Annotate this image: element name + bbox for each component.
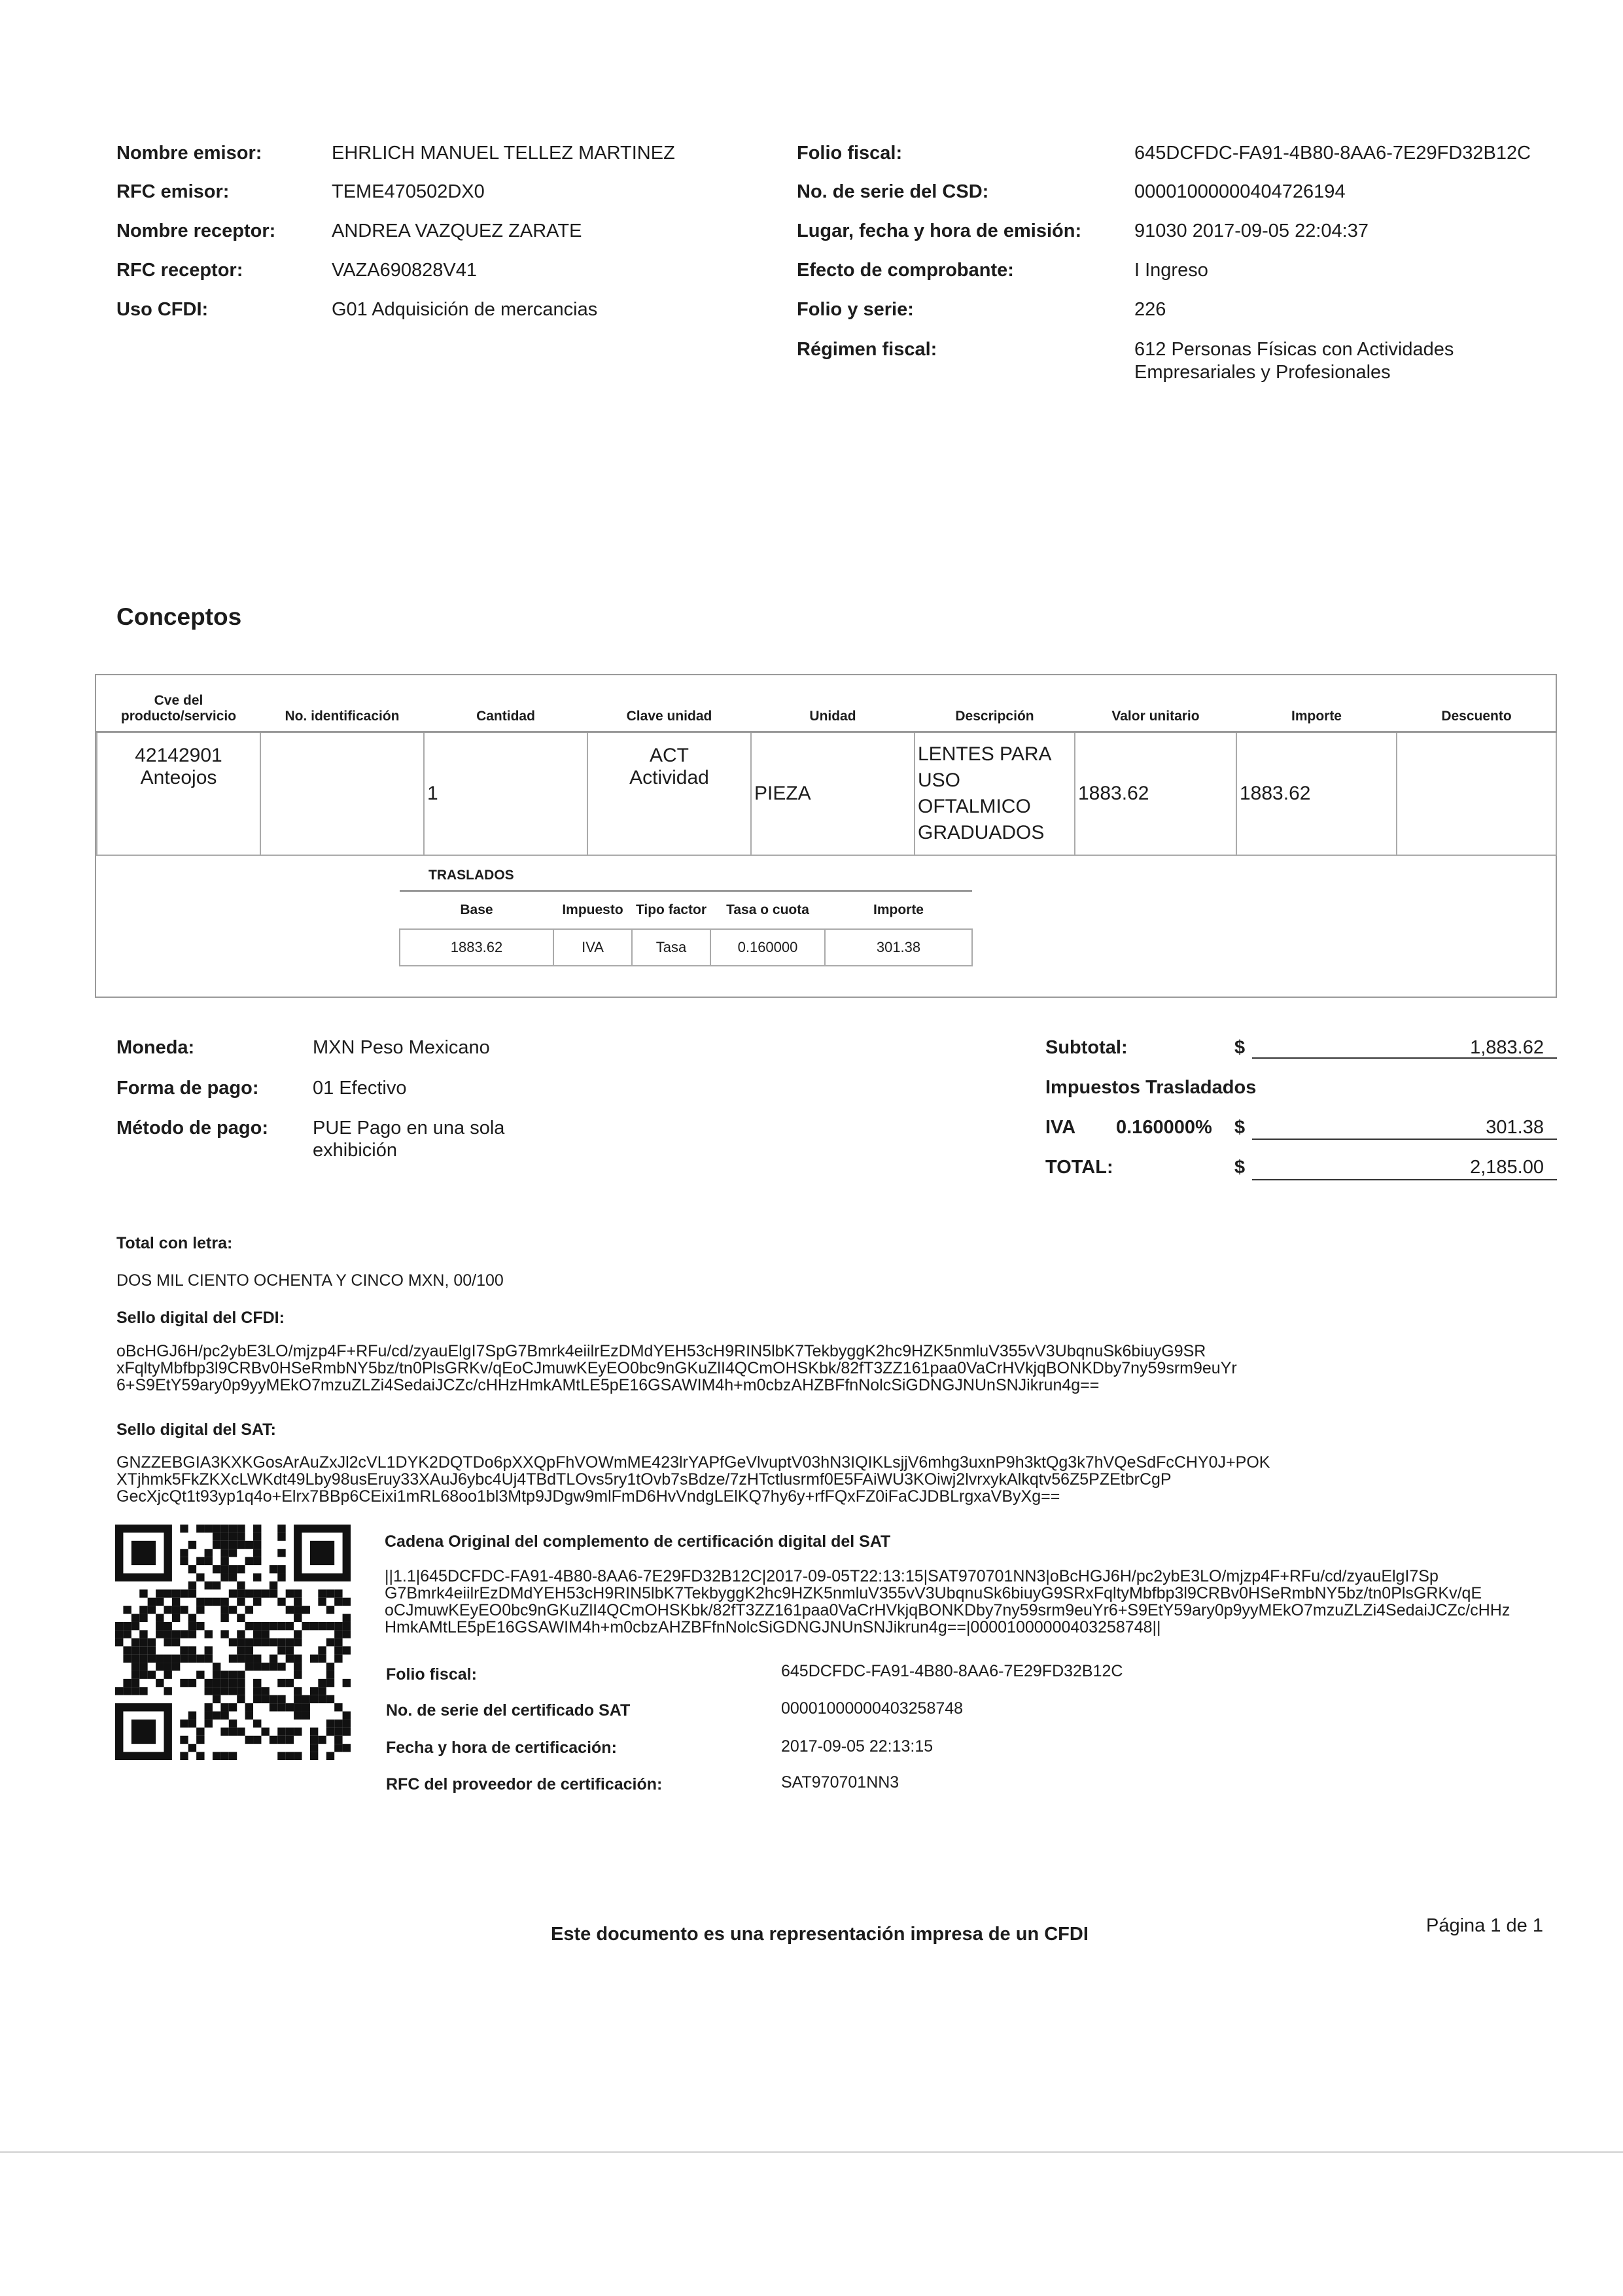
cell-impuesto: IVA [553, 929, 632, 966]
cell-clave-unidad-code: ACT [650, 745, 689, 766]
cell-tasa-cuota: 0.160000 [710, 929, 825, 966]
value-folio-fiscal: 645DCFDC-FA91-4B80-8AA6-7E29FD32B12C [1134, 143, 1531, 164]
col-tasa-cuota: Tasa o cuota [726, 902, 809, 917]
cell-base: 1883.62 [400, 929, 553, 966]
cell-descripcion-line: OFTALMICO [918, 796, 1031, 817]
label-cert-serie: No. de serie del certificado SAT [386, 1701, 631, 1720]
value-total: 2,185.00 [1470, 1157, 1544, 1178]
label-rfc-receptor: RFC receptor: [116, 260, 243, 281]
label-metodo-pago: Método de pago: [116, 1118, 268, 1139]
cell-clave-unidad-desc: Actividad [629, 767, 709, 788]
label-iva: IVA [1045, 1117, 1076, 1138]
sello-cfdi-line: 6+S9EtY59ary0p9yyMEkO7mzuZLZi4SedaiJCZc/cHHzHmkAMtLE5pE16GSAWIM4h+m0cbzAHZBFfnNolcSiGDNGJNUnSNJikrun4g== [116, 1376, 1100, 1394]
value-iva-rate: 0.160000% [1116, 1117, 1212, 1138]
footer-note: Este documento es una representación impresa de un CFDI [551, 1924, 1089, 1945]
sello-cfdi-line: oBcHGJ6H/pc2ybE3LO/mjzp4F+RFu/cd/zyauElgI7SpG7Bmrk4eiilrEzDMdYEH53cH9RIN5lbK7TekbyggK2hc9HZK5nmluV355vV3UbqnuSk6biuyG9SR [116, 1342, 1206, 1360]
traslados-title: TRASLADOS [428, 868, 514, 883]
label-cert-folio-fiscal: Folio fiscal: [386, 1665, 477, 1684]
iva-underline [1252, 1139, 1557, 1140]
cell-clave-unidad [587, 732, 751, 856]
total-underline [1252, 1179, 1557, 1180]
cell-importe: 1883.62 [1236, 732, 1397, 856]
value-lugar-fecha: 91030 2017-09-05 22:04:37 [1134, 221, 1369, 241]
conceptos-title: Conceptos [116, 603, 242, 630]
value-cert-folio-fiscal: 645DCFDC-FA91-4B80-8AA6-7E29FD32B12C [781, 1662, 1123, 1680]
currency-symbol: $ [1234, 1157, 1246, 1178]
value-nombre-receptor: ANDREA VAZQUEZ ZARATE [332, 221, 582, 241]
cell-valor-unitario: 1883.62 [1075, 732, 1236, 856]
value-rfc-receptor: VAZA690828V41 [332, 260, 477, 281]
cell-descripcion [915, 732, 1075, 856]
value-subtotal: 1,883.62 [1470, 1037, 1544, 1058]
cadena-line: oCJmuwKEyEO0bc9nGKuZlI4QCmOHSKbk/82fT3ZZ161paa0VaCrHVkjqBONKDby7ny59srm9euYr6+S9EtY59ary0p9yyMEkO7mzuZLZi4SedaiJCZc/cHHz [385, 1601, 1510, 1619]
cell-unidad: PIEZA [751, 732, 915, 856]
cadena-line: HmkAMtLE5pE16GSAWIM4h+m0cbzAHZBFfnNolcSiGDNGJNUnSNJikrun4g==|00001000000403258748|| [385, 1618, 1161, 1636]
cell-descripcion-line: USO [918, 769, 961, 791]
label-moneda: Moneda: [116, 1037, 195, 1058]
value-moneda: MXN Peso Mexicano [313, 1037, 490, 1058]
traslados-table [399, 890, 973, 966]
value-cert-rfc: SAT970701NN3 [781, 1773, 899, 1792]
value-uso-cfdi: G01 Adquisición de mercancias [332, 299, 598, 320]
value-cert-serie: 00001000000403258748 [781, 1699, 964, 1718]
col-impuesto: Impuesto [562, 902, 623, 917]
value-forma-pago: 01 Efectivo [313, 1078, 407, 1099]
col-tipo-factor: Tipo factor [635, 902, 707, 917]
col-descuento: Descuento [1397, 675, 1556, 732]
col-cantidad: Cantidad [424, 675, 587, 732]
label-subtotal: Subtotal: [1045, 1037, 1128, 1058]
cell-no-ident [260, 732, 424, 856]
value-total-letra: DOS MIL CIENTO OCHENTA Y CINCO MXN, 00/100 [116, 1271, 504, 1290]
label-efecto-comprobante: Efecto de comprobante: [797, 260, 1014, 281]
value-nombre-emisor: EHRLICH MANUEL TELLEZ MARTINEZ [332, 143, 675, 164]
cadena-line: G7Bmrk4eiilrEzDMdYEH53cH9RIN5lbK7TekbyggK2hc9HZK5nmluV355vV3UbqnuSk6biuyG9SRxFqltyMbfbp3l9CRBv0HSeRmbNY5bz/tn0PlsGRKv/qE [385, 1584, 1482, 1602]
cadena-title: Cadena Original del complemento de certificación digital del SAT [385, 1532, 891, 1551]
value-regimen-fiscal: 612 Personas Físicas con Actividades [1134, 339, 1454, 360]
cell-tipo-factor: Tasa [632, 929, 710, 966]
value-cert-fecha: 2017-09-05 22:13:15 [781, 1737, 934, 1756]
table-row [97, 732, 1556, 856]
label-sello-cfdi: Sello digital del CFDI: [116, 1309, 285, 1327]
col-base: Base [460, 902, 493, 917]
col-descripcion: Descripción [915, 675, 1075, 732]
label-serie-csd: No. de serie del CSD: [797, 181, 989, 202]
page-number: Página 1 de 1 [1426, 1915, 1543, 1936]
value-metodo-pago-line2: exhibición [313, 1140, 397, 1161]
col-valor-unitario: Valor unitario [1075, 675, 1236, 732]
col-unidad: Unidad [751, 675, 915, 732]
label-forma-pago: Forma de pago: [116, 1078, 259, 1099]
col-importe-traslado: Importe [873, 902, 924, 917]
cell-importe-traslado: 301.38 [825, 929, 972, 966]
label-folio-fiscal: Folio fiscal: [797, 143, 903, 164]
col-no-identificacion: No. identificación [260, 675, 424, 732]
qr-code-icon [115, 1525, 351, 1760]
cell-cve-desc: Anteojos [140, 767, 217, 788]
label-rfc-emisor: RFC emisor: [116, 181, 230, 202]
label-nombre-receptor: Nombre receptor: [116, 221, 276, 241]
label-total: TOTAL: [1045, 1157, 1113, 1178]
value-folio-serie: 226 [1134, 299, 1166, 320]
col-clave-unidad: Clave unidad [587, 675, 751, 732]
value-iva: 301.38 [1486, 1117, 1544, 1138]
label-nombre-emisor: Nombre emisor: [116, 143, 262, 164]
value-efecto-comprobante: I Ingreso [1134, 260, 1208, 281]
cell-descripcion-line: GRADUADOS [918, 822, 1045, 843]
sello-sat-line: XTjhmk5FkZKXcLWKdt49Lby98usEruy33XAuJ6ybc4Uj4TBdTLOvs5ry1tOvb7sBdze/7zHTctlusrmf0E5FAiWU3KOiwj2lvrxykAlkqtv56Z5PZEtbrCgP [116, 1470, 1172, 1489]
cell-descuento [1397, 732, 1556, 856]
value-rfc-emisor: TEME470502DX0 [332, 181, 485, 202]
sello-cfdi-line: xFqltyMbfbp3l9CRBv0HSeRmbNY5bz/tn0PlsGRKv/qEoCJmuwKEyEO0bc9nGKuZlI4QCmOHSKbk/82fT3ZZ161paa0VaCrHVkjqBONKDby7ny59srm9euYr [116, 1359, 1237, 1377]
cell-cantidad: 1 [424, 732, 587, 856]
label-uso-cfdi: Uso CFDI: [116, 299, 209, 320]
conceptos-table [96, 675, 1557, 856]
label-lugar-fecha: Lugar, fecha y hora de emisión: [797, 221, 1082, 241]
scan-edge-line [0, 2151, 1623, 2153]
value-serie-csd: 00001000000404726194 [1134, 181, 1346, 202]
currency-symbol: $ [1234, 1037, 1246, 1058]
label-total-letra: Total con letra: [116, 1234, 233, 1252]
value-metodo-pago: PUE Pago en una sola [313, 1118, 505, 1139]
conceptos-header-row [97, 675, 1556, 732]
label-sello-sat: Sello digital del SAT: [116, 1421, 277, 1439]
label-regimen-fiscal: Régimen fiscal: [797, 339, 937, 360]
cadena-line: ||1.1|645DCFDC-FA91-4B80-8AA6-7E29FD32B12C|2017-09-05T22:13:15|SAT970701NN3|oBcHGJ6H/pc2ybE3LO/mjzp4F+RFu/cd/zyauElgI7Sp [385, 1567, 1439, 1585]
sello-sat-line: GNZZEBGIA3KXKGosArAuZxJl2cVL1DYK2DQTDo6pXXQpFhVOWmME423lrYAPfGeVlvuptV03hN3IQIKLsjjV6mhg3uxnP9h3ktQg3k7hVQeSdFcCHY0J+POK [116, 1453, 1270, 1472]
label-cert-rfc: RFC del proveedor de certificación: [386, 1775, 663, 1793]
table-row [400, 929, 972, 966]
cell-descripcion-line: LENTES PARA [918, 743, 1052, 765]
traslados-header-row [400, 891, 972, 930]
sello-sat-line: GecXjcQt1t93yp1q4o+Elrx7BBp6CEixi1mRL68oo1bl3Mtp9JDgw9mlFmD6HvVndgLElKQ7hy6y+rfFQxFZ0iFaCJDBLrgxaVByXg== [116, 1487, 1060, 1506]
label-impuestos-trasladados: Impuestos Trasladados [1045, 1077, 1257, 1098]
label-folio-serie: Folio y serie: [797, 299, 914, 320]
cell-cve [97, 732, 260, 856]
col-cve-producto: Cve del producto/servicio [97, 675, 260, 732]
label-cert-fecha: Fecha y hora de certificación: [386, 1739, 617, 1757]
cell-cve-code: 42142901 [135, 745, 222, 766]
value-regimen-fiscal-line2: Empresariales y Profesionales [1134, 362, 1391, 383]
col-importe: Importe [1236, 675, 1397, 732]
currency-symbol: $ [1234, 1117, 1246, 1138]
